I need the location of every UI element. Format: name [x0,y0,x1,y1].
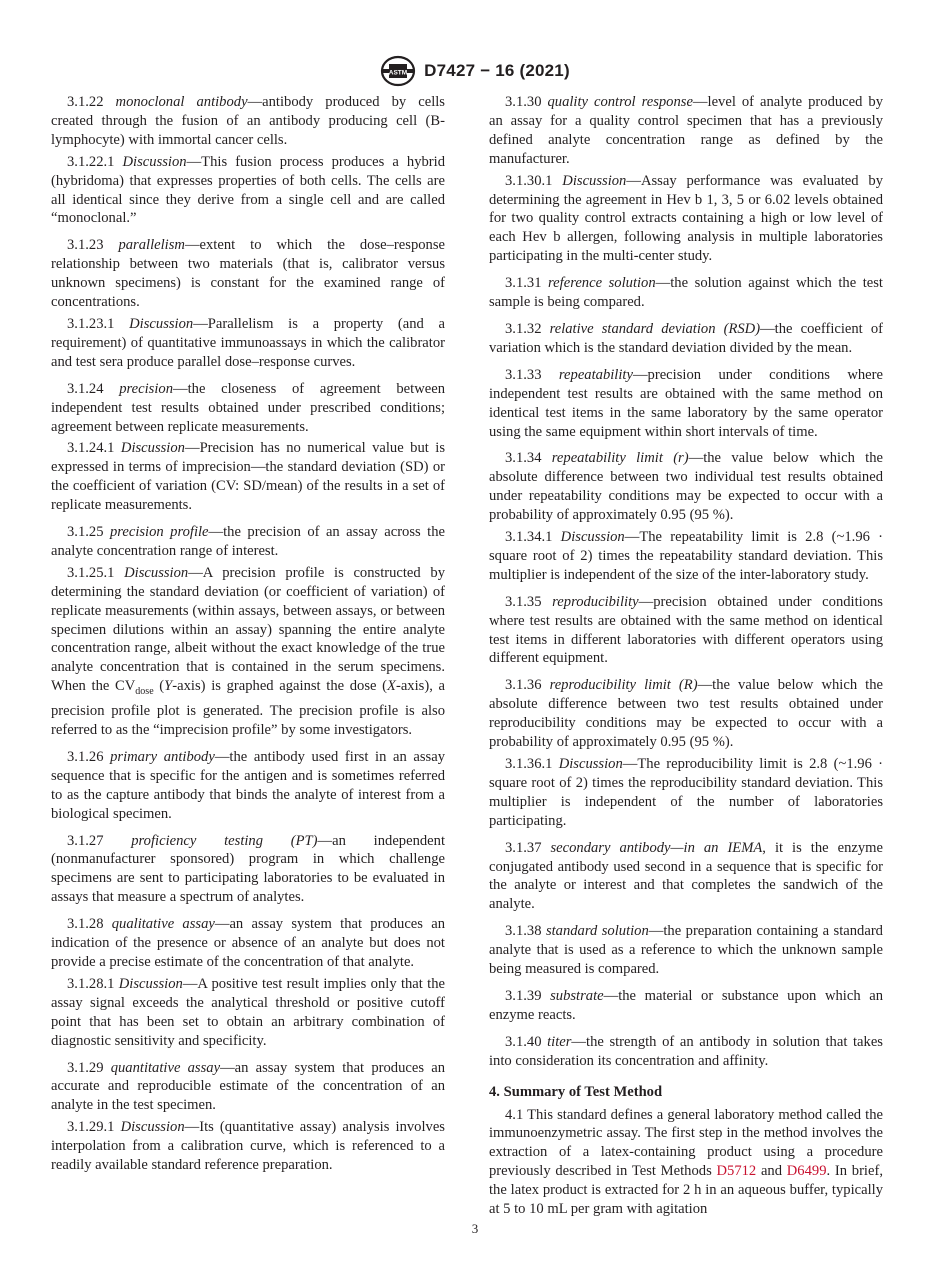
paragraph-3-1-30-1: 3.1.30.1 Discussion—Assay performance was evaluated by determining the agreement in Hev b 1, 3, 5 or 6.02 levels obtained for two quality control extracts containing a high or low level of each Hev b allergen, following analysis in multiple laboratories participating in the multi-center study. [489,172,883,265]
paragraph-3-1-38: 3.1.38 standard solution—the preparation containing a standard analyte that is used as a reference to which the unknown sample being measured is compared. [489,923,883,978]
paragraph-3-1-37: 3.1.37 secondary antibody—in an IEMA, it is the enzyme conjugated antibody used second in a sequence that is specific for the analyte or interest and that completes the sandwich of the analyte. [489,839,883,913]
paragraph-3-1-22-1: 3.1.22.1 Discussion—This fusion process produces a hybrid (hybridoma) that expresses properties of both cells. The cells are all identical since they derive from a single cell and are called “monoclonal.” [51,153,445,227]
page-header [0,54,950,88]
page-number: 3 [471,1221,479,1236]
paragraph-3-1-31: 3.1.31 reference solution—the solution against which the test sample is being compared. [489,275,883,311]
paragraph-3-1-34: 3.1.34 repeatability limit (r)—the value below which the absolute difference between two individual test results obtained under repeatability conditions may be expected to occur with a probability of approximately 0.95 (95 %). [489,450,883,524]
paragraph-3-1-34-1: 3.1.34.1 Discussion—The repeatability limit is 2.8 (~1.96 · square root of 2) times the repeatability standard deviation. This multiplier is independent of the size of the inter-laboratory study. [489,529,883,583]
paragraph-3-1-22: 3.1.22 monoclonal antibody—antibody produced by cells created through the fusion of an antibody producing cell (B-lymphocyte) with immortal cancer cells. [51,94,445,148]
link-d6499[interactable]: D6499 [786,1163,827,1180]
paragraph-3-1-39: 3.1.39 substrate—the material or substance upon which an enzyme reacts. [489,987,883,1023]
paragraph-3-1-28-1: 3.1.28.1 Discussion—A positive test result implies only that the assay signal exceeds the analytical threshold or positive cutoff point that has been set to obtain an arbitrary combination of diagnostic sensitivity and specificity. [51,975,445,1049]
left-column [51,93,445,1178]
paragraph-3-1-40: 3.1.40 titer—the strength of an antibody in solution that takes into consideration its concentration and affinity. [489,1033,883,1069]
paragraph-3-1-36-1: 3.1.36.1 Discussion—The reproducibility limit is 2.8 (~1.96 · square root of 2) times the reproducibility standard deviation. This multiplier is independent of the number of laboratories participating. [489,756,883,829]
paragraph-3-1-27: 3.1.27 proficiency testing (PT)—an independent (nonmanufacturer sponsored) program in which challenge specimens are sent to participating laboratories to be evaluated in assays that measure a spectrum of analytes. [51,832,445,906]
paragraph-3-1-36: 3.1.36 reproducibility limit (R)—the value below which the absolute difference between two test results obtained under reproducibility conditions may be expected to occur with a probability of approximately 0.95 (95 %). [489,677,884,751]
astm-logo-icon [380,55,416,87]
paragraph-3-1-24: 3.1.24 precision—the closeness of agreement between independent test results obtained under prescribed conditions; agreement between replicate measurements. [51,380,445,435]
paragraph-3-1-30: 3.1.30 quality control response—level of analyte produced by an assay for a quality control specimen that has a previously defined analyte concentration range as defined by the manufacturer. [489,94,883,167]
paragraph-3-1-26: 3.1.26 primary antibody—the antibody used first in an assay sequence that is specific for the antigen and is sometimes referred to as the capture antibody that binds the analyte of interest from a biological specimen. [51,748,445,822]
paragraph-3-1-32: 3.1.32 relative standard deviation (RSD)—the coefficient of variation which is the standard deviation divided by the mean. [489,320,883,356]
paragraph-3-1-28: 3.1.28 qualitative assay—an assay system that produces an indication of the presence or absence of an analyte but does not provide a precise estimate of the concentration of that analyte. [51,916,445,970]
paragraph-3-1-23-1: 3.1.23.1 Discussion—Parallelism is a property (and a requirement) of quantitative immunoassays in which the calibrator and test sera produce parallel dose–response curves. [51,315,445,370]
paragraph-3-1-25-1: 3.1.25.1 Discussion—A precision profile is constructed by determining the standard deviation (or coefficient of variation) of replicate measurements (within assays, between assays, or between specimen dilutions within an assay) spanning the entire analyte concentration range, albeit without the exact knowledge of the true analyte concentration that is contained in the serum specimens. When the $CV_{dose}$ (Y-axis) is graphed against the dose (X-axis), a precision profile plot is generated. The precision profile is also referred to as the “imprecision profile” by some investigators. [51,564,445,738]
paragraph-3-1-29: 3.1.29 quantitative assay—an assay system that produces an accurate and reproducible estimate of the concentration of an analyte in the test specimen. [51,1059,445,1114]
paragraph-4-1: 4.1 This standard defines a general laboratory method called the immunoenzymetric assay. The first step in the method involves the extraction of a latex-containing product using a procedure previously described in Test Methods D5712 and D6499. In brief, the latex product is extracted for 2 h in an aqueous buffer, typically at 5 to 10 mL per gram with agitation [489,1106,883,1218]
paragraph-3-1-25: 3.1.25 precision profile—the precision of an assay across the analyte concentration range of interest. [51,524,445,559]
paragraph-3-1-29-1: 3.1.29.1 Discussion—Its (quantitative assay) analysis involves interpolation from a calibration curve, which is referenced to a readily available standard reference preparation. [51,1119,445,1174]
link-d5712[interactable]: D5712 [716,1163,757,1180]
logo-text: ASTM [388,69,408,77]
paragraph-3-1-33: 3.1.33 repeatability—precision under conditions where independent test results are obtained with the same method on identical test items in the same laboratory by the same operator using the same equipment within short intervals of time. [489,366,884,440]
right-column [489,93,883,1222]
section-heading-4: 4. Summary of Test Method [489,1083,663,1100]
document-designation: D7427 − 16 (2021) [424,61,570,80]
paragraph-3-1-23: 3.1.23 parallelism—extent to which the dose–response relationship between two materials (that is, calibrator versus unknown specimens) is constant for the examined range of concentrations. [51,237,445,311]
paragraph-3-1-24-1: 3.1.24.1 Discussion—Precision has no numerical value but is expressed in terms of imprecision—the standard deviation (SD) or the coefficient of variation (CV: SD/mean) of the results in a set of replicate measurements. [51,440,445,514]
paragraph-3-1-35: 3.1.35 reproducibility—precision obtained under conditions where test results are obtained with the same method on identical test items in different laboratories with different operators using different equipment. [489,593,883,667]
